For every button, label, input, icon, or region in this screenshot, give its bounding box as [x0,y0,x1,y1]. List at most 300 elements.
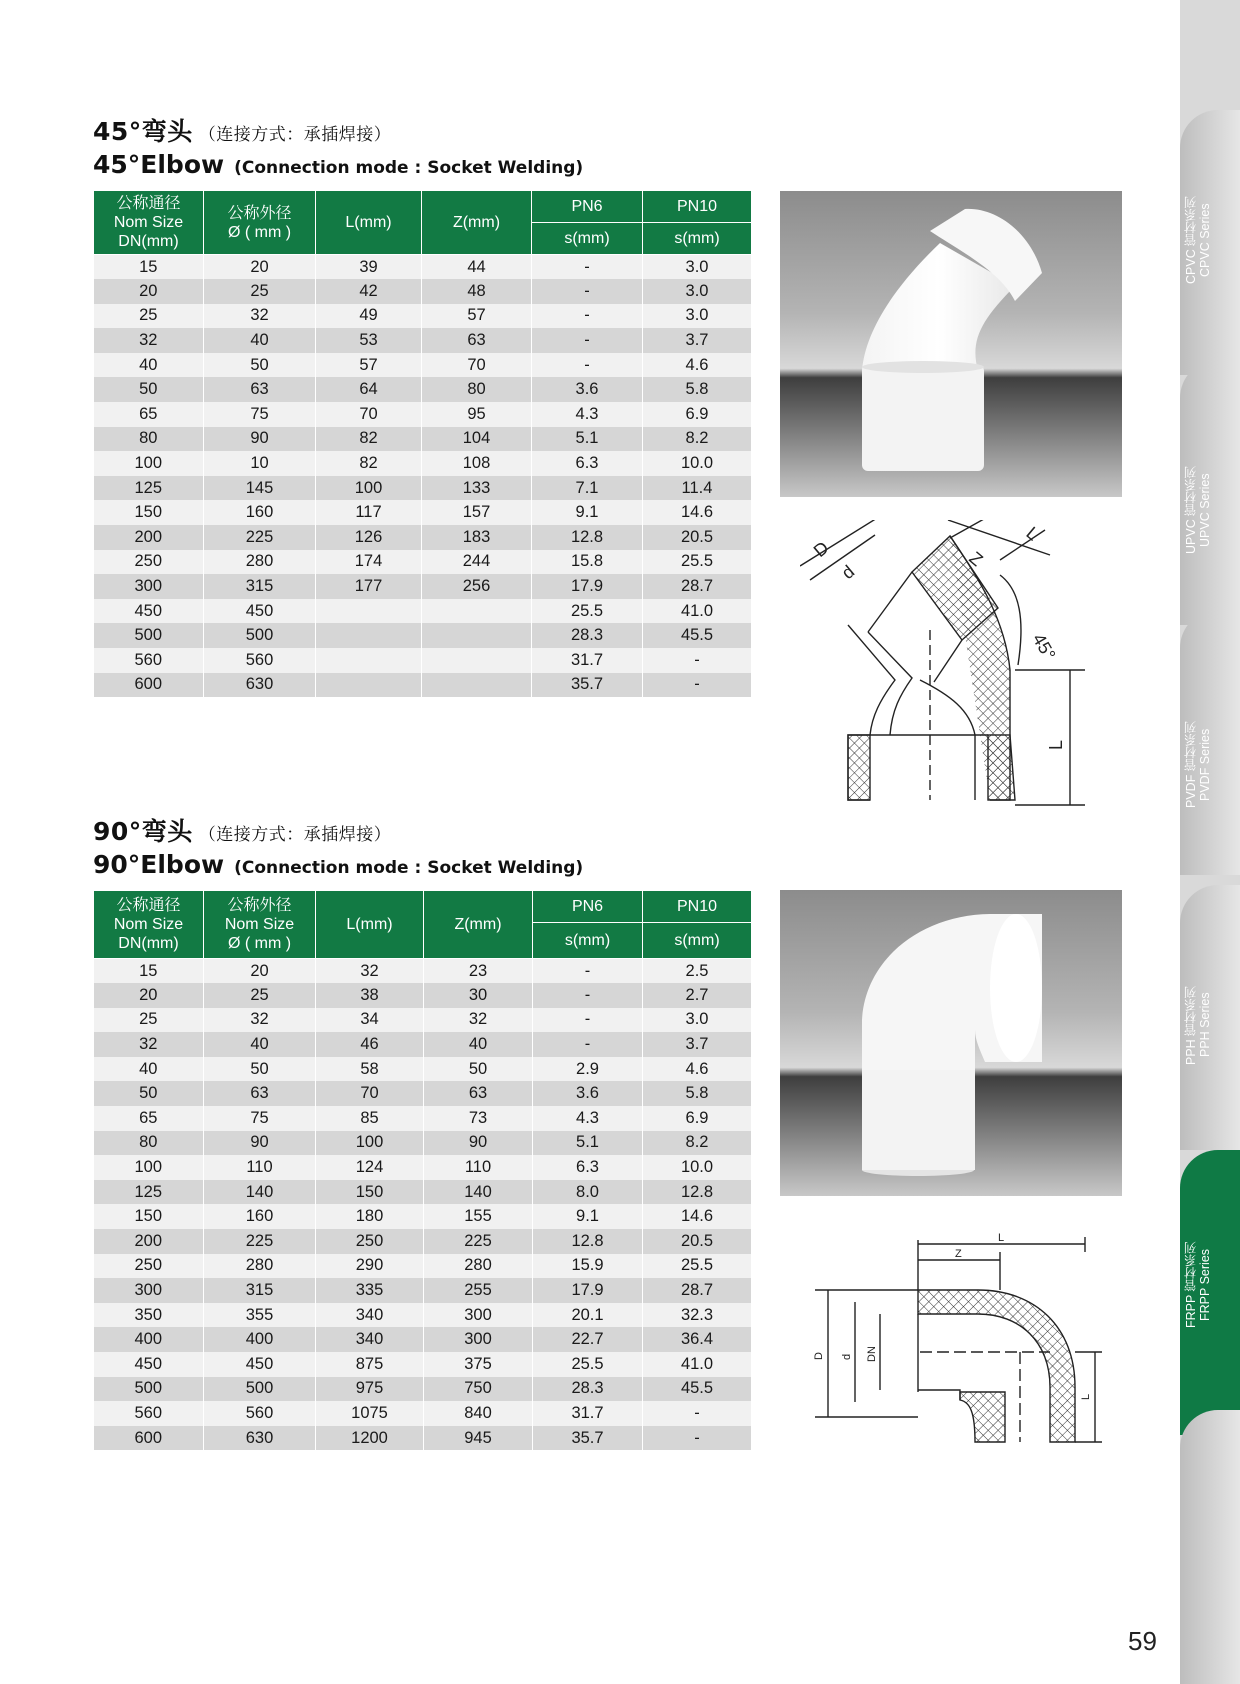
table-cell: 945 [424,1426,533,1451]
subtitle-en-90: (Connection mode : Socket Welding) [234,858,584,878]
table-cell: 140 [424,1180,533,1205]
header-z: Z(mm) [424,891,533,959]
table-cell: 560 [204,1401,316,1426]
table-cell: 3.0 [643,304,752,329]
table-cell: 82 [316,427,422,452]
table-row [94,427,752,452]
table-cell: 3.7 [643,328,752,353]
table-cell: 44 [422,255,532,280]
table-cell [422,648,532,673]
table-cell: 28.7 [643,1278,752,1303]
table-cell: 45.5 [643,623,752,648]
table-cell: 63 [424,1081,533,1106]
side-tab-frpp-label: FRPP 管材系列 FRPP Series [1184,1241,1212,1329]
elbow-45-diagram [800,520,1110,810]
table-cell: 25.5 [533,1352,643,1377]
table-cell: 450 [94,599,204,624]
table-cell: 225 [204,525,316,550]
table-row [94,353,752,378]
table-cell: 200 [94,525,204,550]
table-cell: 65 [94,1106,204,1131]
table-cell: 5.8 [643,377,752,402]
table-cell: 250 [94,1254,204,1279]
table-cell: 20 [204,959,316,984]
table-cell: 2.5 [643,959,752,984]
table-cell: 875 [316,1352,424,1377]
table-cell: 39 [316,255,422,280]
table-cell: 10.0 [643,1155,752,1180]
table-row [94,1180,752,1205]
table-cell: 200 [94,1229,204,1254]
table-row [94,1401,752,1426]
table-cell: 40 [424,1032,533,1057]
elbow-90-image [780,890,1122,1196]
table-cell: 340 [316,1327,424,1352]
table-cell: 41.0 [643,1352,752,1377]
table-cell: 12.8 [533,1229,643,1254]
table-cell: 3.6 [533,1081,643,1106]
table-row [94,304,752,329]
label-angle: 45° [1028,630,1060,664]
label-L2: L [1046,739,1066,750]
table-cell: 975 [316,1377,424,1402]
table-row [94,1131,752,1156]
table-row [94,1377,752,1402]
table-cell: 100 [94,451,204,476]
table-cell: 57 [422,304,532,329]
table-cell: 73 [424,1106,533,1131]
table-cell: 1200 [316,1426,424,1451]
header-l: L(mm) [316,191,422,255]
header-pn10: PN10 [643,891,752,923]
table-cell [422,623,532,648]
table-cell: 65 [94,402,204,427]
table-cell: 280 [204,1254,316,1279]
table-cell: - [532,304,643,329]
table-cell: - [533,959,643,984]
table-cell: 100 [94,1155,204,1180]
table-cell: 90 [204,427,316,452]
elbow-90-diagram [810,1232,1110,1452]
table-cell: 80 [94,1131,204,1156]
table-cell [316,623,422,648]
table-cell: 104 [422,427,532,452]
table-cell: 183 [422,525,532,550]
table-cell: 450 [94,1352,204,1377]
table-cell: 40 [94,353,204,378]
table-cell: 8.2 [643,427,752,452]
table-cell: - [643,648,752,673]
table-cell [316,599,422,624]
table-cell: 8.2 [643,1131,752,1156]
label-D: D [813,1352,825,1360]
table-cell: 85 [316,1106,424,1131]
table-row [94,1229,752,1254]
side-tab-bar [1180,0,1240,1684]
header-z: Z(mm) [422,191,532,255]
table-cell: 75 [204,1106,316,1131]
table-cell: 9.1 [533,1204,643,1229]
table-cell: 28.3 [533,1377,643,1402]
table-cell: 250 [316,1229,424,1254]
table-cell: 9.1 [532,500,643,525]
table-cell: 45.5 [643,1377,752,1402]
label-Z: Z [965,547,987,571]
table-cell: 80 [422,377,532,402]
table-cell: 560 [204,648,316,673]
table-cell: 31.7 [533,1401,643,1426]
table-row [94,1278,752,1303]
table-cell: 20 [94,983,204,1008]
table-cell: 41.0 [643,599,752,624]
table-cell: 177 [316,574,422,599]
table-cell: 20.1 [533,1303,643,1328]
table-cell: 15 [94,959,204,984]
side-tab-pvdf[interactable] [1180,610,1240,875]
table-cell: 12.8 [643,1180,752,1205]
table-cell: 117 [316,500,422,525]
table-row [94,623,752,648]
table-cell: 31.7 [532,648,643,673]
table-cell: 6.9 [643,402,752,427]
table-cell: 133 [422,476,532,501]
table-row [94,574,752,599]
table-cell: 32 [204,304,316,329]
table-row [94,550,752,575]
table-cell: 500 [204,623,316,648]
label-DN: DN [866,1346,878,1362]
table-cell: 20 [94,279,204,304]
table-cell: 5.8 [643,1081,752,1106]
table-cell: 22.7 [533,1327,643,1352]
table-cell: - [643,1401,752,1426]
table-row [94,983,752,1008]
subtitle-en-45: (Connection mode : Socket Welding) [234,158,584,178]
page-number: 59 [1128,1626,1157,1656]
table-cell: 125 [94,1180,204,1205]
table-cell: 82 [316,451,422,476]
table-cell: 50 [94,1081,204,1106]
table-cell: 32 [94,1032,204,1057]
title-en-45: 45°Elbow (Connection mode : Socket Welding) [93,150,584,179]
table-cell: 64 [316,377,422,402]
table-cell: 75 [204,402,316,427]
table-cell: 110 [424,1155,533,1180]
table-cell: 38 [316,983,424,1008]
table-cell: 3.0 [643,279,752,304]
table-row [94,1155,752,1180]
side-tab-upvc[interactable] [1180,360,1240,625]
table-cell: 400 [204,1327,316,1352]
table-cell: 14.6 [643,500,752,525]
table-cell: 108 [422,451,532,476]
subtitle-cn-90: （连接方式：承插焊接） [198,825,392,845]
table-cell [316,673,422,698]
table-row [94,402,752,427]
table-cell: - [532,328,643,353]
table-cell: 174 [316,550,422,575]
side-tab-pph-label: PPH 管材系列 PPH Series [1184,985,1212,1065]
table-cell: 300 [94,574,204,599]
table-row [94,1106,752,1131]
title-cn-45: 45°弯头 （连接方式：承插焊接） [93,117,392,146]
table-cell: 63 [204,1081,316,1106]
table-cell: 6.3 [533,1155,643,1180]
table-cell: 90 [424,1131,533,1156]
label-L: L [998,1232,1005,1244]
table-cell: 630 [204,1426,316,1451]
table-cell: 126 [316,525,422,550]
table-row [94,525,752,550]
table-cell: 290 [316,1254,424,1279]
table-cell: 70 [316,1081,424,1106]
header-s-pn6: s(mm) [533,923,643,959]
table-cell: 58 [316,1057,424,1082]
table-cell: 95 [422,402,532,427]
table-cell: 500 [204,1377,316,1402]
elbow-90-photo [780,890,1122,1196]
table-cell: 10.0 [643,451,752,476]
table-cell: 600 [94,673,204,698]
table-cell: 25 [204,983,316,1008]
table-cell: 14.6 [643,1204,752,1229]
table-cell: 225 [204,1229,316,1254]
table-cell: 180 [316,1204,424,1229]
table-cell: 315 [204,1278,316,1303]
table-cell: 4.6 [643,353,752,378]
side-tab-frpp[interactable] [1180,1150,1240,1435]
table-cell: 50 [204,1057,316,1082]
table-cell: 25 [94,304,204,329]
table-cell: 50 [424,1057,533,1082]
table-cell: 12.8 [532,525,643,550]
table-cell: 750 [424,1377,533,1402]
table-cell: 4.3 [533,1106,643,1131]
table-cell: 840 [424,1401,533,1426]
side-tab-cpvc-label: CPVC 管材系列 CPVC Series [1184,195,1212,285]
table-cell: 2.9 [533,1057,643,1082]
table-cell: 6.9 [643,1106,752,1131]
table-cell: - [643,673,752,698]
table-row [94,1057,752,1082]
table-cell: - [532,353,643,378]
table-row [94,1426,752,1451]
header-pn6: PN6 [532,191,643,223]
table-row [94,476,752,501]
table-cell: 450 [204,599,316,624]
table-cell: 157 [422,500,532,525]
table-cell: 3.6 [532,377,643,402]
table-cell: 70 [316,402,422,427]
table-cell: 5.1 [532,427,643,452]
table-cell: 150 [94,1204,204,1229]
table-row [94,377,752,402]
table-cell: 250 [94,550,204,575]
table-cell: 1075 [316,1401,424,1426]
table-cell: 40 [204,1032,316,1057]
table-cell: 225 [424,1229,533,1254]
elbow-45-image [780,191,1122,497]
table-row [94,1081,752,1106]
table-cell: 50 [94,377,204,402]
table-cell: 70 [422,353,532,378]
table-cell: 340 [316,1303,424,1328]
table-cell: 125 [94,476,204,501]
header-od: 公称外径 Nom Size Ø ( mm ) [204,891,316,959]
table-cell: 15.8 [532,550,643,575]
table-cell: 335 [316,1278,424,1303]
table-row [94,1008,752,1033]
table-cell: 32 [424,1008,533,1033]
table-row [94,328,752,353]
label-D: D [809,537,833,562]
table-cell: 80 [94,427,204,452]
table-cell: 145 [204,476,316,501]
table-cell: 46 [316,1032,424,1057]
table-cell: 300 [424,1303,533,1328]
label-L1: L [1022,522,1043,545]
table-cell: 4.3 [532,402,643,427]
table-cell: 280 [424,1254,533,1279]
table-cell: 53 [316,328,422,353]
elbow-45-photo [780,191,1122,497]
table-cell: 155 [424,1204,533,1229]
header-l: L(mm) [316,891,424,959]
table-cell: 57 [316,353,422,378]
table-row [94,255,752,280]
table-cell: 15 [94,255,204,280]
side-tab-pph[interactable] [1180,885,1240,1150]
table-cell: 560 [94,648,204,673]
table-cell: 25.5 [643,550,752,575]
header-s-pn10: s(mm) [643,923,752,959]
table-cell: 160 [204,500,316,525]
table-cell: 15.9 [533,1254,643,1279]
table-cell: 20.5 [643,1229,752,1254]
table-cell: 40 [204,328,316,353]
table-cell: 50 [204,353,316,378]
header-s-pn10: s(mm) [643,223,752,255]
table-cell: 350 [94,1303,204,1328]
table-cell: 124 [316,1155,424,1180]
spec-table-90 [93,890,752,1450]
table-cell: 355 [204,1303,316,1328]
table-cell: 8.0 [533,1180,643,1205]
table-cell: 63 [204,377,316,402]
side-tab-cpvc[interactable] [1180,110,1240,375]
table-cell: 630 [204,673,316,698]
table-cell: 140 [204,1180,316,1205]
header-dn: 公称通径 Nom Size DN(mm) [94,191,204,255]
table-cell: 28.3 [532,623,643,648]
table-cell: 10 [204,451,316,476]
table-cell: 34 [316,1008,424,1033]
subtitle-cn-45: （连接方式：承插焊接） [198,125,392,145]
table-cell: 36.4 [643,1327,752,1352]
table-row [94,1032,752,1057]
table-cell: - [532,255,643,280]
label-d: d [837,561,859,584]
table-cell: 500 [94,623,204,648]
table-cell: - [532,279,643,304]
table-cell: 48 [422,279,532,304]
table-cell: 110 [204,1155,316,1180]
table-cell: 244 [422,550,532,575]
table-cell: 600 [94,1426,204,1451]
table-row [94,1327,752,1352]
table-cell: 25 [204,279,316,304]
table-cell: 25.5 [643,1254,752,1279]
table-cell: 40 [94,1057,204,1082]
label-Z: Z [955,1248,962,1260]
section-45-title [93,112,583,179]
table-cell: 300 [94,1278,204,1303]
header-pn6: PN6 [533,891,643,923]
table-cell: 42 [316,279,422,304]
table-cell: 375 [424,1352,533,1377]
table-cell [422,673,532,698]
table-row [94,1254,752,1279]
table-cell: 35.7 [532,673,643,698]
table-row [94,500,752,525]
table-cell: 3.0 [643,1008,752,1033]
side-tab-blank [1180,1410,1240,1684]
table-cell: 500 [94,1377,204,1402]
table-cell: - [533,1032,643,1057]
table-cell: 3.7 [643,1032,752,1057]
table-cell: 3.0 [643,255,752,280]
section-90-title [93,812,583,879]
header-od: 公称外径 Ø ( mm ) [204,191,316,255]
table-cell: 300 [424,1327,533,1352]
table-cell: 400 [94,1327,204,1352]
table-cell: 32 [94,328,204,353]
table-cell: 20.5 [643,525,752,550]
table-row [94,279,752,304]
table-cell: 4.6 [643,1057,752,1082]
table-cell [422,599,532,624]
table-cell: 256 [422,574,532,599]
table-cell: 30 [424,983,533,1008]
table-row [94,673,752,698]
title-cn-90: 90°弯头 （连接方式：承插焊接） [93,817,392,846]
table-cell: 6.3 [532,451,643,476]
table-cell: 7.1 [532,476,643,501]
table-row [94,959,752,984]
table-cell: 35.7 [533,1426,643,1451]
table-cell: 560 [94,1401,204,1426]
table-cell: 90 [204,1131,316,1156]
label-L2: L [1080,1393,1092,1400]
table-cell: 315 [204,574,316,599]
table-cell: 23 [424,959,533,984]
table-cell: - [533,1008,643,1033]
table-cell: 2.7 [643,983,752,1008]
header-s-pn6: s(mm) [532,223,643,255]
table-cell: 100 [316,476,422,501]
table-cell: 150 [94,500,204,525]
table-row [94,648,752,673]
header-pn10: PN10 [643,191,752,223]
table-cell: 100 [316,1131,424,1156]
table-cell: 20 [204,255,316,280]
table-cell: 160 [204,1204,316,1229]
label-d: d [841,1353,853,1360]
table-cell: 450 [204,1352,316,1377]
table-cell: 280 [204,550,316,575]
table-cell: 17.9 [532,574,643,599]
table-row [94,451,752,476]
